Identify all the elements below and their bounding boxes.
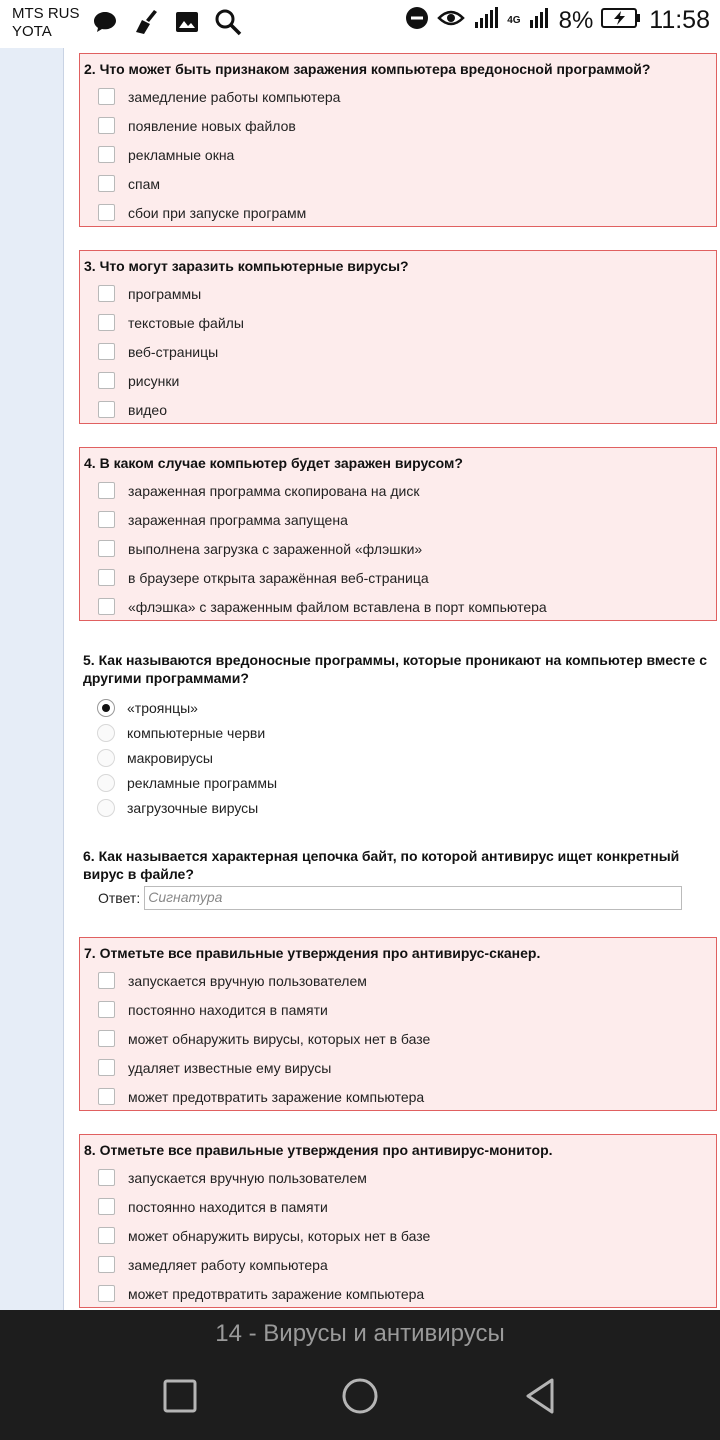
bottom-bar [0,1310,720,1440]
checkbox[interactable] [98,146,115,163]
battery-percent: 8% [558,6,594,34]
checkbox[interactable] [98,1256,115,1273]
question-title: 6. Как называется характерная цепочка байт, по которой антивирус ищет конкретный вирус в файле? [83,848,680,882]
option[interactable]: постоянно находится в памяти [98,1192,716,1221]
checkbox[interactable] [98,401,115,418]
status-bar [0,0,720,48]
question-title: 2. Что может быть признаком заражения компьютера вредоносной программой? [84,61,651,77]
option[interactable]: сбои при запуске программ [98,198,716,227]
checkbox[interactable] [98,1198,115,1215]
eye-icon [437,6,465,35]
question-8 [79,1134,717,1308]
checkbox[interactable] [98,1059,115,1076]
question-6 [79,841,717,883]
question-2 [79,53,717,227]
question-title: 7. Отметьте все правильные утверждения про антивирус-сканер. [84,945,541,961]
checkbox[interactable] [98,285,115,302]
radio-button[interactable] [97,774,115,792]
option[interactable]: запускается вручную пользователем [98,1163,716,1192]
option[interactable]: рекламные программы [97,770,717,795]
checkbox[interactable] [98,1169,115,1186]
option[interactable]: появление новых файлов [98,111,716,140]
chat-icon [92,9,118,40]
checkbox[interactable] [98,598,115,615]
question-title: 4. В каком случае компьютер будет заражен вирусом? [84,455,463,471]
question-7 [79,937,717,1111]
option[interactable]: в браузере открыта заражённая веб-страница [98,563,716,592]
radio-button[interactable] [97,724,115,742]
signal-icon-2 [529,6,551,35]
home-button[interactable] [340,1376,380,1416]
option[interactable]: текстовые файлы [98,308,716,337]
clock: 11:58 [649,6,710,34]
checkbox[interactable] [98,569,115,586]
checkbox[interactable] [98,1227,115,1244]
checkbox[interactable] [98,972,115,989]
tab-title[interactable]: 14 - Вирусы и антивирусы [215,1320,505,1347]
checkbox[interactable] [98,314,115,331]
option[interactable]: зараженная программа запущена [98,505,716,534]
answer-input[interactable]: Сигнатура [144,886,682,910]
option[interactable]: видео [98,395,716,424]
option[interactable]: выполнена загрузка с зараженной «флэшки» [98,534,716,563]
option[interactable]: программы [98,279,716,308]
checkbox[interactable] [98,204,115,221]
network-type-icon: 4G [507,14,521,26]
question-title: 8. Отметьте все правильные утверждения про антивирус-монитор. [84,1142,553,1158]
checkbox[interactable] [98,1088,115,1105]
option[interactable]: компьютерные черви [97,720,717,745]
checkbox[interactable] [98,482,115,499]
square-icon [160,1376,200,1416]
radio-button-selected[interactable] [97,699,115,717]
option[interactable]: может обнаружить вирусы, которых нет в базе [98,1221,716,1250]
option[interactable]: замедляет работу компьютера [98,1250,716,1279]
carrier-1: MTS RUS [12,5,80,22]
option[interactable]: может предотвратить заражение компьютера [98,1082,716,1111]
checkbox[interactable] [98,1030,115,1047]
back-triangle-icon [520,1376,560,1416]
search-icon [214,8,242,41]
checkbox[interactable] [98,88,115,105]
radio-button[interactable] [97,799,115,817]
answer-row [98,886,682,910]
option[interactable]: спам [98,169,716,198]
quiz-page [0,48,720,1310]
option[interactable]: «троянцы» [97,695,717,720]
checkbox[interactable] [98,1001,115,1018]
option[interactable]: макровирусы [97,745,717,770]
checkbox[interactable] [98,1285,115,1302]
back-button[interactable] [520,1376,560,1416]
cleaner-icon [132,8,160,41]
circle-icon [340,1376,380,1416]
recent-apps-button[interactable] [160,1376,200,1416]
radio-button[interactable] [97,749,115,767]
checkbox[interactable] [98,175,115,192]
do-not-disturb-icon [405,6,429,35]
checkbox[interactable] [98,343,115,360]
option[interactable]: веб-страницы [98,337,716,366]
image-icon [174,9,200,40]
option[interactable]: замедление работы компьютера [98,82,716,111]
option[interactable]: постоянно находится в памяти [98,995,716,1024]
question-5 [79,645,717,820]
checkbox[interactable] [98,117,115,134]
battery-charging-icon [601,7,641,34]
option[interactable]: загрузочные вирусы [97,795,717,820]
option[interactable]: рекламные окна [98,140,716,169]
question-4 [79,447,717,621]
signal-icon [473,6,499,35]
option[interactable]: запускается вручную пользователем [98,966,716,995]
carrier-info [12,5,80,41]
option[interactable]: «флэшка» с зараженным файлом вставлена в порт компьютера [98,592,716,621]
checkbox[interactable] [98,540,115,557]
carrier-2: YOTA [12,23,52,40]
option[interactable]: зараженная программа скопирована на диск [98,476,716,505]
option[interactable]: может обнаружить вирусы, которых нет в базе [98,1024,716,1053]
checkbox[interactable] [98,372,115,389]
option[interactable]: рисунки [98,366,716,395]
checkbox[interactable] [98,511,115,528]
option[interactable]: может предотвратить заражение компьютера [98,1279,716,1308]
option[interactable]: удаляет известные ему вирусы [98,1053,716,1082]
question-title: 5. Как называются вредоносные программы, которые проникают на компьютер вместе с другими программами? [83,652,707,686]
answer-label: Ответ: [98,890,141,906]
question-3 [79,250,717,424]
left-margin [0,48,64,1310]
question-title: 3. Что могут заразить компьютерные вирусы? [84,258,409,274]
